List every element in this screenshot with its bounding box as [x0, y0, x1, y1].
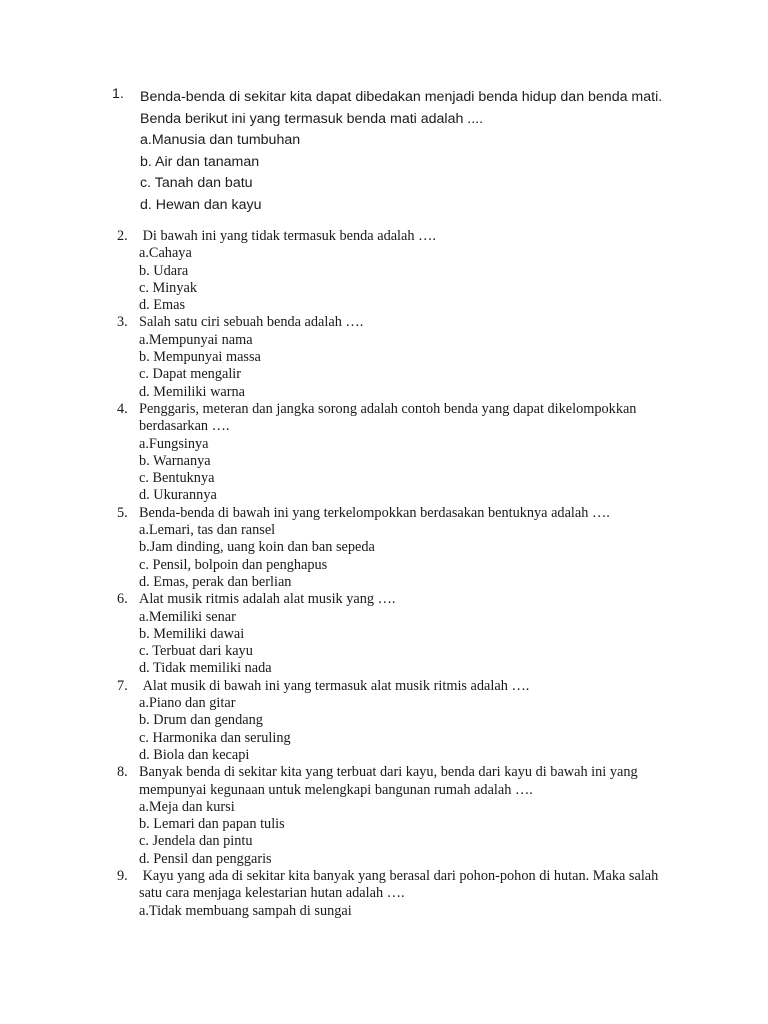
answer-option-d: d. Emas, perak dan berlian [139, 573, 292, 590]
answer-option-b: b. Lemari dan papan tulis [139, 816, 285, 833]
answer-option-a: a.Piano dan gitar [139, 695, 236, 712]
answer-option-c: c. Jendela dan pintu [139, 833, 253, 850]
answer-option-b: b.Jam dinding, uang koin dan ban sepeda [139, 539, 375, 556]
question-stem: Penggaris, meteran dan jangka sorong adalah contoh benda yang dapat dikelompokkan berdasarkan …. [139, 400, 641, 435]
answer-option-b: b. Drum dan gendang [139, 712, 263, 729]
question-stem: Di bawah ini yang tidak termasuk benda adalah …. [139, 228, 436, 244]
answer-option-d: d. Tidak memiliki nada [139, 660, 272, 677]
answer-option-c: c. Bentuknya [139, 470, 215, 487]
question-number: 2. [117, 228, 128, 244]
answer-option-b: b. Mempunyai massa [139, 349, 261, 366]
question-4 [117, 401, 677, 505]
question-stem: Alat musik di bawah ini yang termasuk alat musik ritmis adalah …. [139, 677, 530, 694]
answer-option-a: a.Lemari, tas dan ransel [139, 522, 276, 539]
answer-option-d: d. Biola dan kecapi [139, 746, 250, 763]
answer-option-d: d. Memiliki warna [139, 383, 246, 400]
question-number: 6. [117, 591, 128, 608]
question-stem: Benda-benda di bawah ini yang terkelompokkan berdasakan bentuknya adalah …. [139, 504, 610, 521]
question-number: 9. [117, 867, 128, 884]
answer-option-c: c. Tanah dan batu [140, 175, 253, 191]
answer-option-a: a.Cahaya [139, 245, 192, 262]
answer-option-d: d. Pensil dan penggaris [139, 850, 272, 867]
answer-option-d: d. Ukurannya [139, 487, 217, 504]
answer-option-d: d. Emas [139, 297, 186, 314]
answer-option-b: b. Memiliki dawai [139, 625, 245, 642]
answer-option-c: c. Minyak [139, 279, 197, 296]
question-number: 5. [117, 504, 128, 521]
question-6 [117, 591, 677, 677]
answer-option-a: a.Tidak membuang sampah di sungai [139, 902, 352, 919]
question-list [117, 228, 677, 920]
answer-option-b: b. Udara [139, 262, 189, 279]
answer-option-c: c. Pensil, bolpoin dan penghapus [139, 556, 328, 573]
question-3 [117, 314, 677, 400]
question-number: 8. [117, 764, 128, 781]
question-stem: Banyak benda di sekitar kita yang terbuat dari kayu, benda dari kayu di bawah ini yang mempunyai kegunaan untuk melengkapi bangunan rumah adalah …. [139, 764, 642, 798]
question-5 [117, 505, 677, 591]
answer-option-c: c. Harmonika dan seruling [139, 729, 291, 746]
answer-option-b: b. Warnanya [139, 452, 211, 469]
question-stem: Salah satu ciri sebuah benda adalah …. [139, 314, 364, 331]
question-9 [117, 868, 677, 920]
answer-option-a: a.Manusia dan tumbuhan [140, 132, 301, 148]
answer-option-a: a.Memiliki senar [139, 608, 236, 625]
question-stem: Kayu yang ada di sekitar kita banyak yang berasal dari pohon-pohon di hutan. Maka salah satu cara menjaga kelestarian hutan adalah …. [139, 867, 662, 902]
answer-option-c: c. Dapat mengalir [139, 366, 242, 383]
question-7 [117, 678, 677, 764]
question-number: 4. [117, 400, 128, 417]
question-8 [117, 764, 677, 868]
question-1 [112, 86, 672, 216]
answer-option-b: b. Air dan tanaman [140, 153, 260, 170]
question-number: 3. [117, 314, 128, 331]
answer-option-c: c. Terbuat dari kayu [139, 643, 253, 660]
question-stem: Alat musik ritmis adalah alat musik yang …. [139, 591, 396, 608]
answer-option-d: d. Hewan dan kayu [140, 196, 262, 213]
question-stem: Benda-benda di sekitar kita dapat dibedakan menjadi benda hidup dan benda mati. Benda berikut ini yang termasuk benda mati adalah .... [140, 89, 663, 127]
question-number: 7. [117, 677, 128, 694]
answer-option-a: a.Meja dan kursi [139, 798, 235, 815]
question-2 [117, 228, 677, 314]
answer-option-a: a.Mempunyai nama [139, 331, 253, 348]
answer-option-a: a.Fungsinya [139, 435, 209, 452]
question-number: 1. [112, 86, 124, 102]
